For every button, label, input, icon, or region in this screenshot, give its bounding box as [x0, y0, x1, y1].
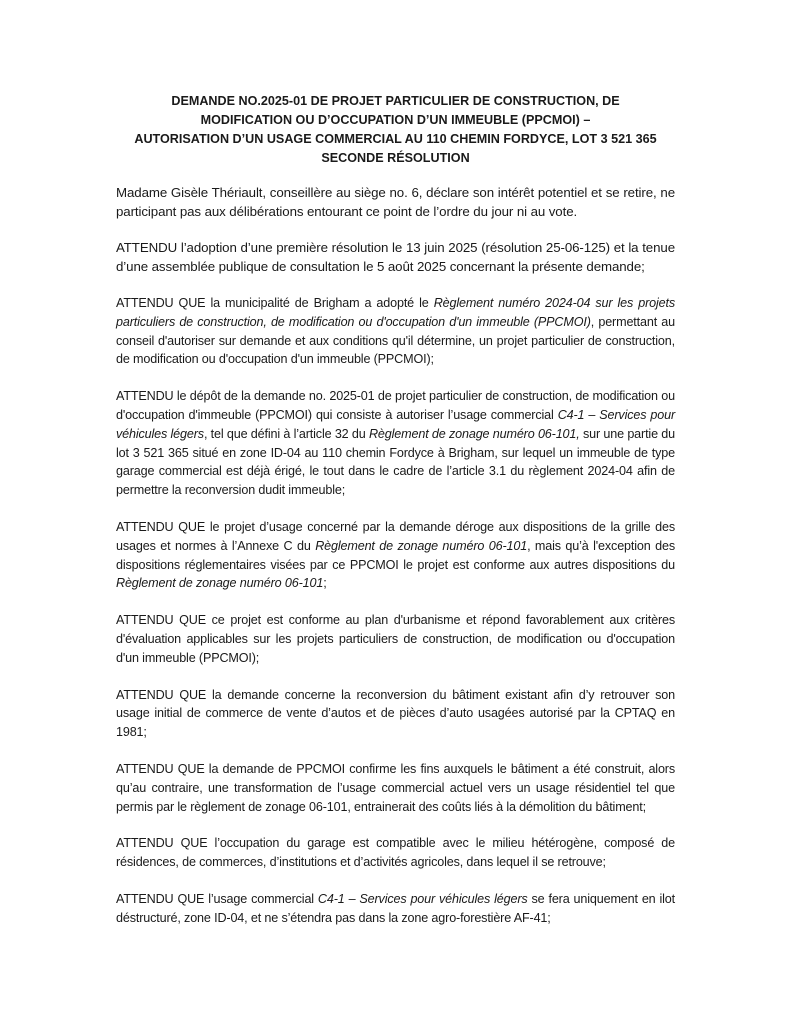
text-span: , tel que défini à l’article 32 du [203, 426, 369, 441]
italic-reference: Règlement de zonage numéro 06-101 [116, 576, 324, 591]
text-span: , permettant au conseil d'autoriser sur demande et aux conditions qu'il détermine, un projet particulier de construction, de modification ou d'occupation d'un immeuble (PPCMOI); [116, 314, 675, 367]
title-line-4: SECONDE RÉSOLUTION [321, 151, 470, 165]
paragraph-attendu-plan-urbanisme: ATTENDU QUE ce projet est conforme au plan d'urbanisme et répond favorablement aux critères d'évaluation applicables sur les projets particuliers de construction, de modification ou d'occupation d'un immeuble (PPCMOI); [116, 613, 675, 665]
paragraph-attendu-reconversion: ATTENDU QUE la demande concerne la reconversion du bâtiment existant afin d’y retrouver son usage initial de commerce de vente d’autos et de pièces d’auto usagées autorisé par la CPTAQ en 1981; [116, 687, 675, 740]
text-span: , mais qu’à l'exception des dispositions réglementaires visées par ce PPCMOI le projet est conforme aux autres dispositions du [116, 538, 675, 572]
paragraph-attendu-compatibilite: ATTENDU QUE l’occupation du garage est compatible avec le milieu hétérogène, composé de résidences, de commerces, d’institutions et d’activités agricoles, dans lequel il se retrouve; [116, 836, 675, 870]
text-span: sur une partie du lot 3 521 365 situé en zone ID-04 au 110 chemin Fordyce à Brigham, sur lequel un immeuble de type garage commercial est déjà érigé, le tout dans le cadre de l’article 3.1 du règlement 2024-04 afin de permettre la reconversion dudit immeuble; [116, 426, 676, 498]
text-span: ATTENDU QUE l’usage commercial [116, 891, 318, 906]
italic-reference: C4-1 – Services pour véhicules légers [317, 891, 528, 906]
italic-reference: Règlement de zonage numéro 06-101, [368, 426, 580, 441]
paragraph-declaration: Madame Gisèle Thériault, conseillère au siège no. 6, déclare son intérêt potentiel et se retire, ne participant pas aux délibérations entourant ce point de l’ordre du jour ni au vote. [116, 185, 675, 219]
title-line-2: MODIFICATION OU D’OCCUPATION D’UN IMMEUBLE (PPCMOI) – [200, 113, 591, 127]
italic-reference: C4-1 – Services pour véhicules légers [116, 407, 675, 441]
paragraph-attendu-derogation [116, 518, 675, 593]
italic-reference: Règlement numéro 2024-04 sur les projets particuliers de construction, de modification ou d'occupation d'un immeuble (PPCMOI) [116, 296, 675, 329]
italic-reference: Règlement de zonage numéro 06-101 [315, 538, 528, 553]
paragraph-attendu-ilot-destructure [116, 890, 675, 928]
paragraph-attendu-premiere-resolution: ATTENDU l’adoption d’une première résolution le 13 juin 2025 (résolution 25-06-125) et la tenue d’une assemblée publique de consultation le 5 août 2025 concernant la présente demande; [116, 240, 675, 274]
title-line-3: AUTORISATION D’UN USAGE COMMERCIAL AU 110 CHEMIN FORDYCE, LOT 3 521 365 [134, 132, 657, 146]
text-span: ATTENDU QUE la municipalité de Brigham a adopté le [116, 296, 434, 310]
document-page [116, 92, 675, 946]
text-span: ATTENDU QUE le projet d’usage concerné par la demande déroge aux dispositions de la grille des usages et normes à l’Annexe C du [116, 519, 675, 553]
text-span: ATTENDU le dépôt de la demande no. 2025-01 de projet particulier de construction, de modification ou d'occupation d'immeuble (PPCMOI) qui consiste à autoriser l’usage commercial [116, 389, 675, 422]
paragraph-attendu-fins-batiment: ATTENDU QUE la demande de PPCMOI confirme les fins auxquels le bâtiment a été construit, alors qu’au contraire, une transformation de l’usage commercial actuel vers un usage résidentiel tel que permis par le règlement de zonage 06-101, entrainerait des coûts liés à la démolition du bâtiment; [116, 761, 675, 814]
text-span: ; [323, 576, 327, 591]
document-title [108, 92, 683, 168]
text-span: se fera uniquement en ilot déstructuré, zone ID-04, et ne s’étendra pas dans la zone agro-forestière AF-41; [116, 891, 675, 925]
paragraph-attendu-reglement-ppcmoi [116, 294, 675, 369]
paragraph-attendu-depot-demande [116, 387, 675, 500]
title-line-1: DEMANDE NO.2025-01 DE PROJET PARTICULIER DE CONSTRUCTION, DE [171, 94, 620, 108]
